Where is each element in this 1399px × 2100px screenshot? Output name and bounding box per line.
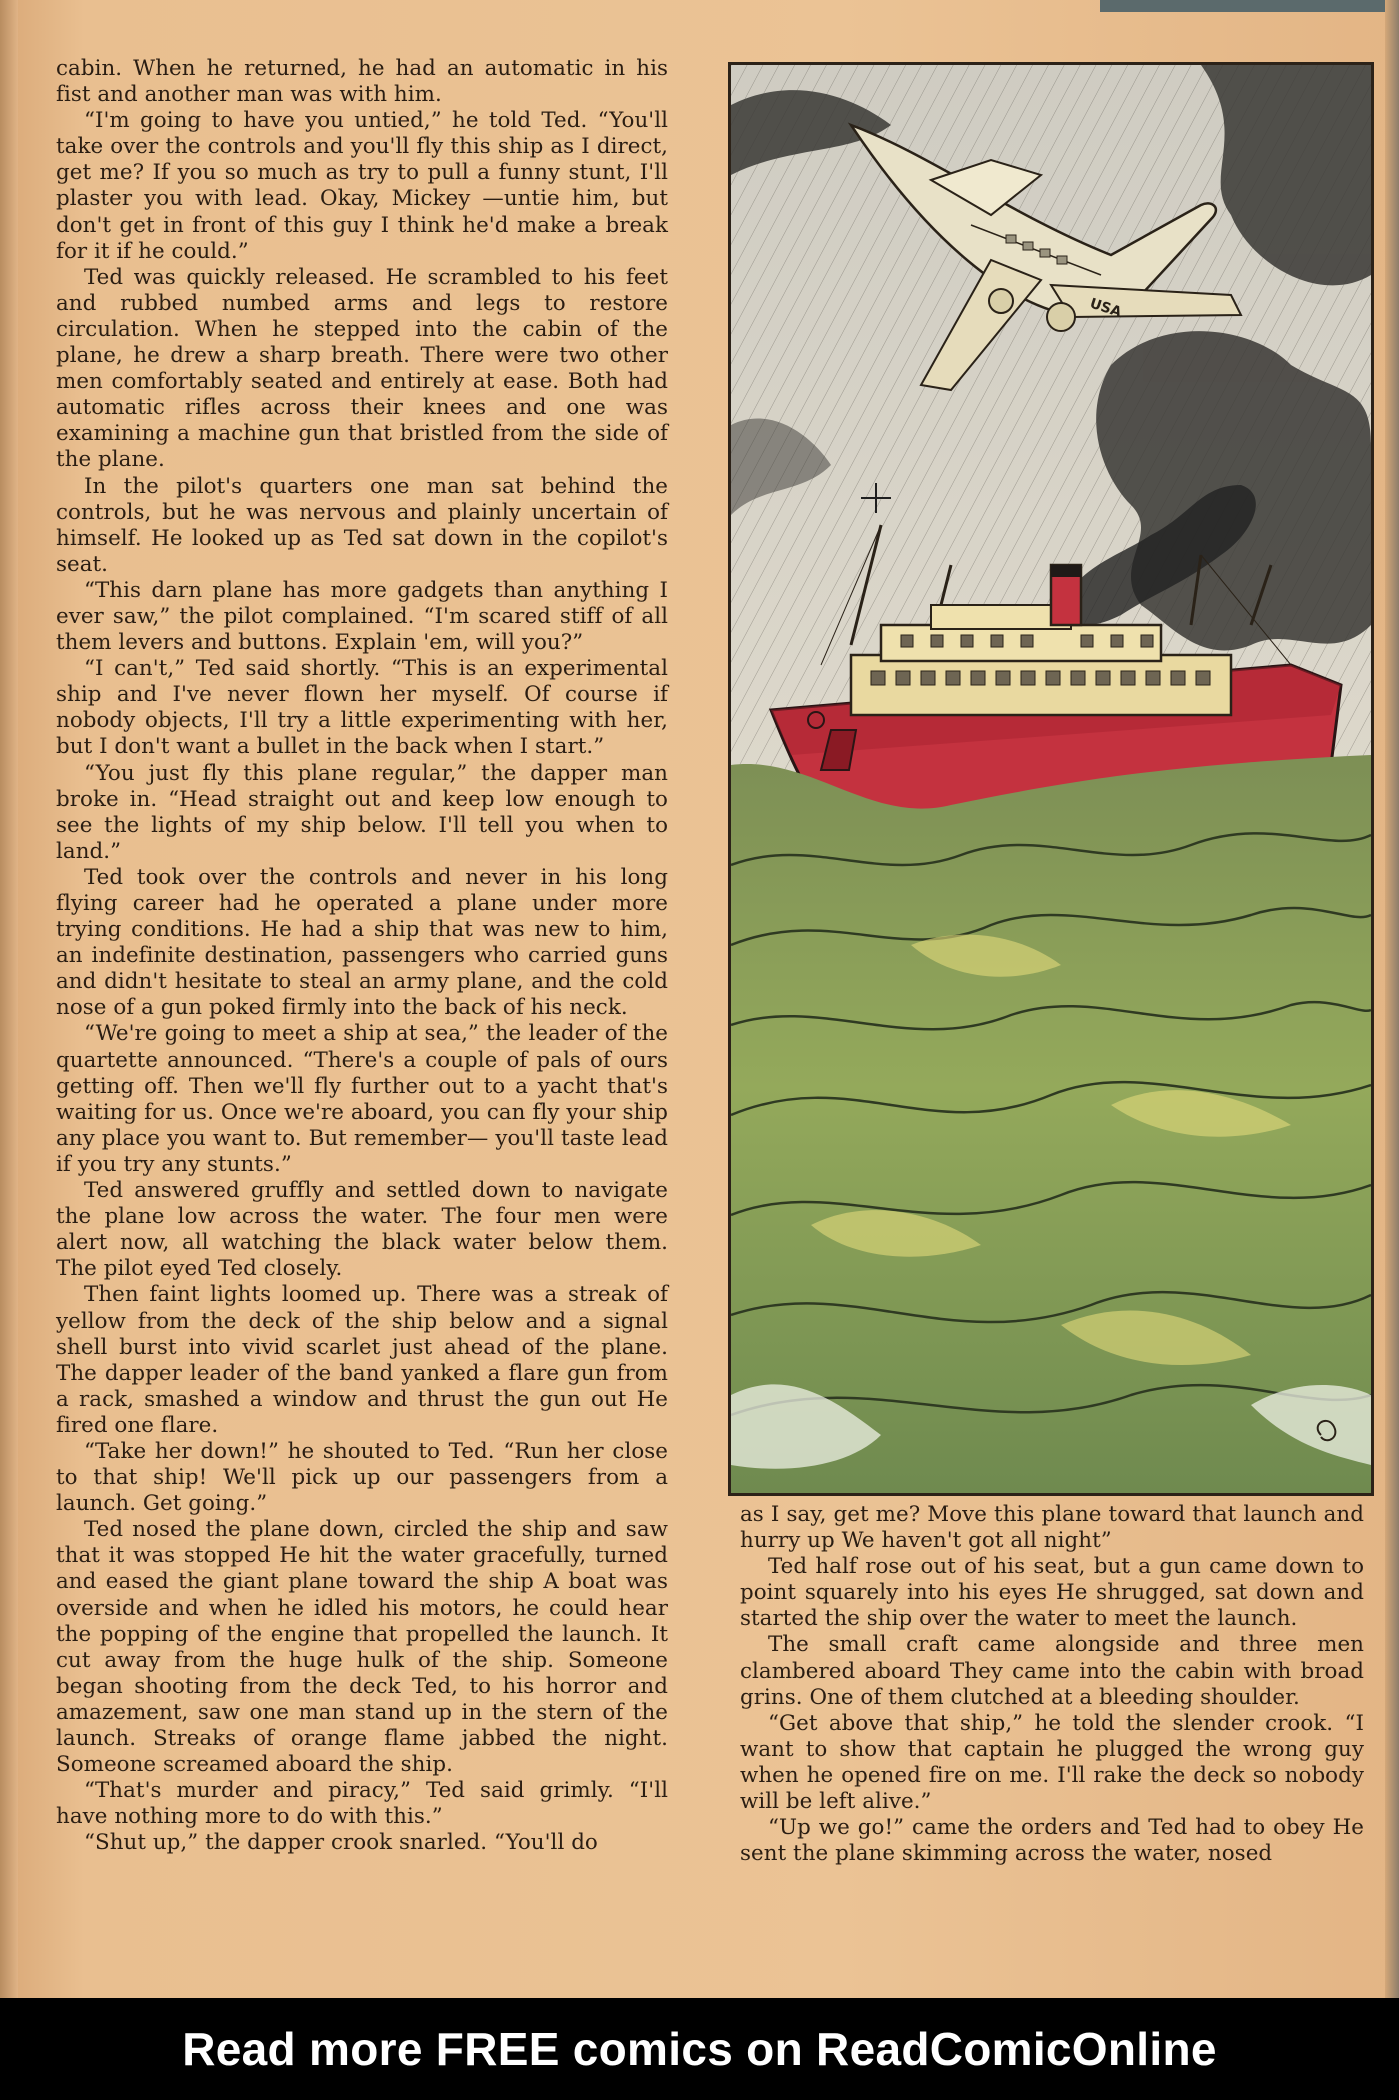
paragraph: “Take her down!” he shouted to Ted. “Run her close to that ship! We'll pick up our passengers from a launch. Get going.” — [56, 1438, 668, 1517]
paragraph: In the pilot's quarters one man sat behind the controls, but he was nervous and plainly uncertain of himself. He looked up as Ted sat down in the copilot's seat. — [56, 473, 668, 577]
page-edge-top — [1100, 0, 1399, 12]
page-binding — [0, 0, 18, 1998]
paragraph: “We're going to meet a ship at sea,” the leader of the quartette announced. “There's a couple of pals of ours getting off. Then we'll fly further out to a yacht that's waiting for us. Once we're aboard, you can fly your ship any place you want to. But remember— you'll taste lead if you try any stunts.” — [56, 1021, 668, 1177]
plane-marking: USA — [1087, 295, 1124, 321]
ship-and-plane-illustration — [728, 62, 1374, 1496]
paragraph: “This darn plane has more gadgets than anything I ever saw,” the pilot complained. “I'm scared stiff of all them levers and buttons. Explain 'em, will you?” — [56, 577, 668, 656]
paragraph: “Get above that ship,” he told the slender crook. “I want to show that captain he plugged the wrong guy when he opened fire on me. I'll rake the deck so nobody will be left alive.” — [740, 1710, 1364, 1815]
left-text-column — [56, 56, 668, 1856]
paragraph: as I say, get me? Move this plane toward that launch and hurry up We haven't got all night” — [740, 1502, 1364, 1554]
paragraph: Ted nosed the plane down, circled the ship and saw that it was stopped He hit the water gracefully, turned and eased the giant plane toward the ship A boat was overside and when he idled his motors, he could hear the popping of the engine that propelled the launch. It cut away from the huge hulk of the ship. Someone began shooting from the deck Ted, to his horror and amazement, saw one man stand up in the stern of the launch. Streaks of orange flame jabbed the night. Someone screamed aboard the ship. — [56, 1517, 668, 1778]
paragraph: “That's murder and piracy,” Ted said grimly. “I'll have nothing more to do with this.” — [56, 1778, 668, 1830]
paragraph: The small craft came alongside and three men clambered aboard They came into the cabin with broad grins. One of them clutched at a bleeding shoulder. — [740, 1632, 1364, 1710]
page-edge-right — [1385, 0, 1399, 1998]
illustration-svg — [731, 65, 1371, 1493]
paragraph: “I can't,” Ted said shortly. “This is an experimental ship and I've never flown her myself. Of course if nobody objects, I'll try a little experimenting with her, but I don't want a bullet in the back when I start.” — [56, 656, 668, 760]
paragraph: cabin. When he returned, he had an automatic in his fist and another man was with him. — [56, 56, 668, 108]
paragraph: Then faint lights loomed up. There was a streak of yellow from the deck of the ship below and a signal shell burst into vivid scarlet just ahead of the plane. The dapper leader of the band yanked a flare gun from a rack, smashed a window and thrust the gun out He fired one flare. — [56, 1282, 668, 1438]
paragraph: “Up we go!” came the orders and Ted had to obey He sent the plane skimming across the water, nosed — [740, 1815, 1364, 1867]
paragraph: “You just fly this plane regular,” the dapper man broke in. “Head straight out and keep low enough to see the lights of my ship below. I'll tell you when to land.” — [56, 760, 668, 864]
right-text-column — [740, 1502, 1364, 1867]
paragraph: Ted half rose out of his seat, but a gun came down to point squarely into his eyes He shrugged, sat down and started the ship over the water to meet the launch. — [740, 1554, 1364, 1632]
paragraph: “Shut up,” the dapper crook snarled. “You'll do — [84, 1830, 598, 1856]
paragraph: Ted answered gruffly and settled down to navigate the plane low across the water. The four men were alert now, all watching the black water below them. The pilot eyed Ted closely. — [56, 1178, 668, 1282]
paragraph: “I'm going to have you untied,” he told Ted. “You'll take over the controls and you'll fly this ship as I direct, get me? If you so much as try to pull a funny stunt, I'll plaster you with lead. Okay, Mickey —untie him, but don't get in front of this guy I think he'd make a break for it if he could.” — [56, 108, 668, 264]
promo-banner[interactable]: Read more FREE comics on ReadComicOnline — [0, 1998, 1399, 2100]
paragraph: Ted took over the controls and never in his long flying career had he operated a plane under more trying conditions. He had a ship that was new to him, an indefinite destination, passengers who carried guns and didn't hesitate to steal an army plane, and the cold nose of a gun poked firmly into the back of his neck. — [56, 864, 668, 1021]
paragraph: Ted was quickly released. He scrambled to his feet and rubbed numbed arms and legs to restore circulation. When he stepped into the cabin of the plane, he drew a sharp breath. There were two other men comfortably seated and entirely at ease. Both had automatic rifles across their knees and one was examining a machine gun that bristled from the side of the plane. — [56, 264, 668, 473]
